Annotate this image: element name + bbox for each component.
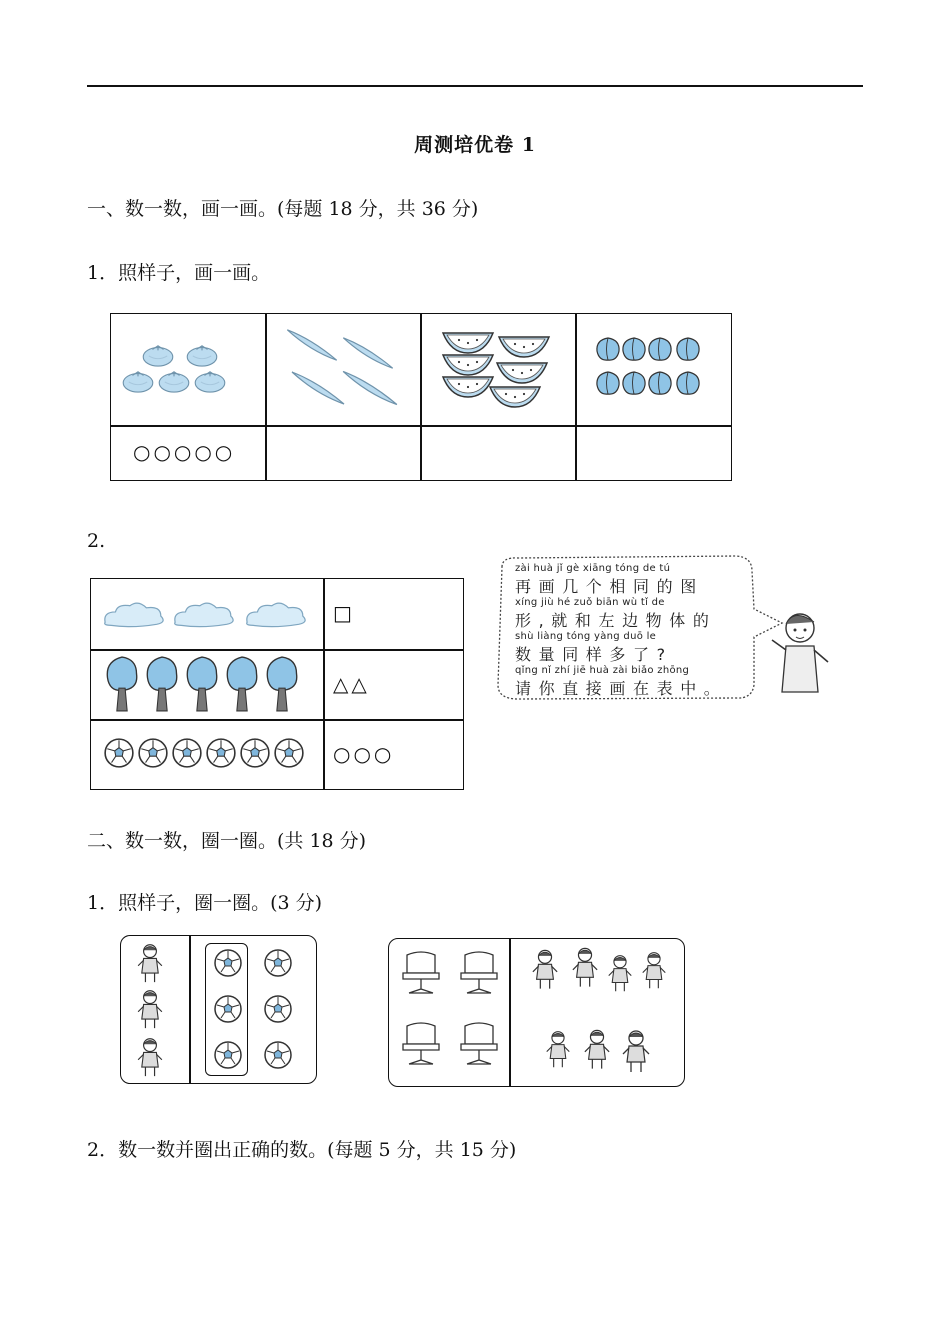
- tomatoes-image: [121, 339, 261, 409]
- watermelons-image: [441, 329, 561, 414]
- soccer-balls-image: [103, 737, 318, 773]
- q2-table: [90, 578, 464, 790]
- s2-q1-label: 1．照样子，圈一圈。(3 分): [87, 892, 323, 914]
- boy-illustration: [770, 606, 840, 696]
- kids-image: [131, 942, 181, 1082]
- page-title: 周测培优卷 1: [414, 134, 536, 156]
- section1-heading: 一、数一数，画一画。(每题 18 分，共 36 分): [87, 198, 479, 220]
- pinyin-line-1: zài huà jǐ gè xiāng tóng de tú: [515, 563, 671, 574]
- hanzi-line-1: 再画几个相同的图: [515, 577, 704, 596]
- cucumbers-image: [283, 326, 423, 421]
- hanzi-line-2: 形,就和左边物体的: [515, 611, 717, 630]
- hanzi-line-4: 请你直接画在表中。: [515, 679, 728, 698]
- sample-circles: ○○○○○: [133, 440, 236, 464]
- tree-row-answer[interactable]: △△: [333, 672, 370, 696]
- speech-text: [515, 563, 727, 699]
- q1-table: [110, 313, 732, 481]
- section2-heading: 二、数一数，圈一圈。(共 18 分): [87, 830, 367, 852]
- pinyin-line-3: shù liàng tóng yàng duō le: [515, 631, 657, 642]
- pinyin-line-2: xíng jiù hé zuǒ biān wù tǐ de: [515, 597, 665, 608]
- q1-label: 1．照样子，画一画。: [87, 262, 271, 284]
- clouds-image: [101, 597, 316, 633]
- chairs-image: [397, 947, 507, 1079]
- q2-label: 2.: [87, 530, 106, 552]
- hanzi-line-3: 数量同样多了?: [515, 645, 673, 664]
- s2-q2-label: 2．数一数并圈出正确的数。(每题 5 分，共 15 分): [87, 1139, 517, 1161]
- kids-balls-box: [120, 935, 317, 1084]
- balls-image: [211, 948, 301, 1078]
- answer-cell-peaches[interactable]: [577, 427, 731, 480]
- top-rule: [87, 85, 863, 87]
- answer-cell-cucumbers[interactable]: [267, 427, 419, 480]
- pinyin-line-4: qǐng nǐ zhí jiē huà zài biǎo zhōng: [515, 665, 690, 676]
- answer-cell-watermelons[interactable]: [422, 427, 574, 480]
- ball-row-answer[interactable]: ○○○: [333, 742, 395, 766]
- children-image[interactable]: [517, 943, 682, 1085]
- trees-image: [105, 653, 310, 715]
- peaches-image: [595, 334, 715, 406]
- cloud-row-answer[interactable]: □: [333, 601, 355, 625]
- chairs-kids-box: [388, 938, 685, 1087]
